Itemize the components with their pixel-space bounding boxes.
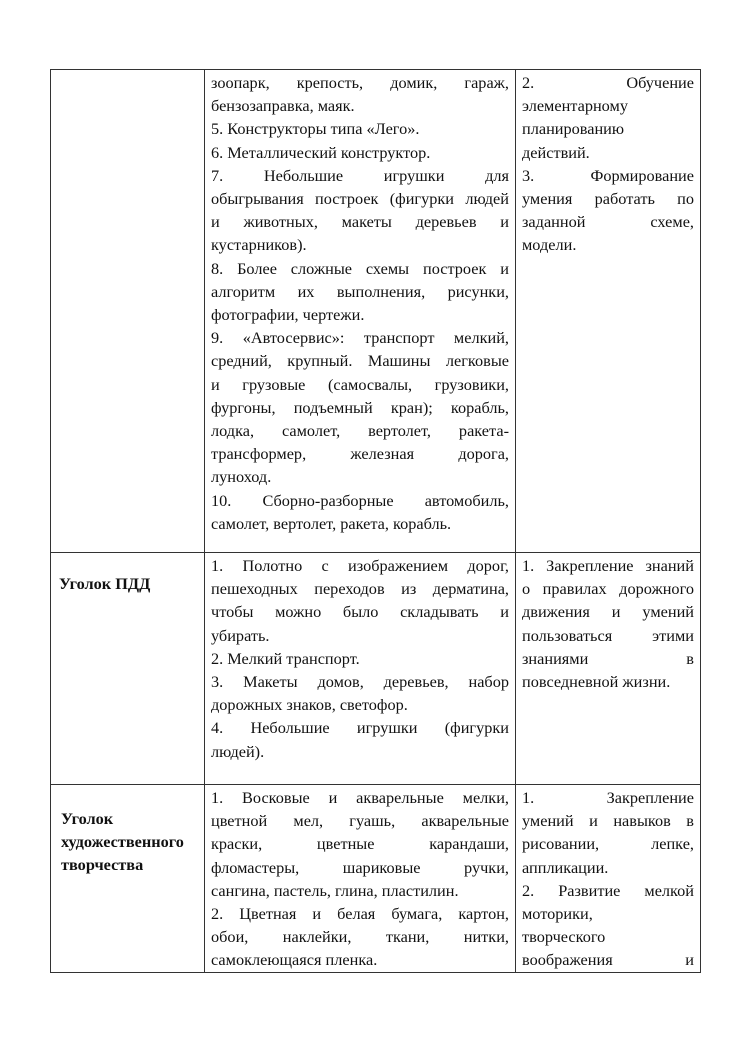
text-line: умений и навыков в bbox=[522, 811, 694, 831]
goals-cell bbox=[516, 70, 701, 553]
text-line: 9. «Автосервис»: транспорт мелкий, bbox=[211, 328, 509, 348]
text-line: краски, цветные карандаши, bbox=[211, 834, 509, 854]
text-line: трансформер, железная дорога, bbox=[211, 444, 509, 464]
text-line: элементарному bbox=[522, 96, 628, 116]
text-line: моторики, bbox=[522, 904, 593, 924]
materials-cell bbox=[205, 553, 516, 785]
text-line: фургоны, подъемный кран); корабль, bbox=[211, 397, 509, 417]
text-line: убирать. bbox=[211, 625, 270, 645]
materials-cell bbox=[205, 785, 516, 973]
text-line: чтобы можно было складывать и bbox=[211, 602, 509, 622]
text-line: и грузовые (самосвалы, грузовики, bbox=[211, 374, 509, 394]
text-line: и животных, макеты деревьев и bbox=[211, 212, 509, 232]
equipment-table bbox=[50, 69, 701, 973]
text-line: фотографии, чертежи. bbox=[211, 305, 365, 325]
table-row bbox=[51, 553, 701, 785]
text-line: обыгрывания построек (фигурки людей bbox=[211, 189, 509, 209]
text-line: умения работать по bbox=[522, 189, 694, 209]
table-row bbox=[51, 785, 701, 973]
text-line: 7. Небольшие игрушки для bbox=[211, 165, 509, 185]
text-line: рисовании, лепке, bbox=[522, 834, 694, 854]
text-line: о правилах дорожного bbox=[522, 579, 694, 599]
text-line: творчества bbox=[61, 855, 144, 875]
text-line: средний, крупный. Машины легковые bbox=[211, 351, 509, 371]
text-line: сангина, пастель, глина, пластилин. bbox=[211, 880, 459, 900]
table-row bbox=[51, 70, 701, 553]
text-line: аппликации. bbox=[522, 857, 609, 877]
text-line: воображения и bbox=[522, 950, 694, 970]
goals-cell bbox=[516, 785, 701, 973]
text-line: 8. Более сложные схемы построек и bbox=[211, 258, 509, 278]
text-line: 1. Закрепление знаний bbox=[522, 556, 694, 575]
text-line: 1. Закрепление bbox=[522, 788, 694, 807]
text-line: 6. Металлический конструктор. bbox=[211, 142, 431, 162]
text-line: 5. Конструкторы типа «Лего». bbox=[211, 119, 420, 139]
text-line: лодка, самолет, вертолет, ракета- bbox=[211, 421, 509, 441]
text-line: Уголок bbox=[61, 809, 114, 828]
text-line: кустарников). bbox=[211, 235, 307, 255]
text-line: движения и умений bbox=[522, 602, 694, 622]
text-line: 2. Мелкий транспорт. bbox=[211, 648, 360, 668]
materials-list bbox=[205, 553, 515, 763]
text-line: самоклеющаяся пленка. bbox=[211, 950, 378, 970]
zone-label-cell bbox=[51, 70, 205, 553]
text-line: действий. bbox=[522, 142, 590, 162]
text-line: бензозаправка, маяк. bbox=[211, 96, 355, 116]
text-line: 2. Развитие мелкой bbox=[522, 880, 694, 900]
goals-list bbox=[516, 70, 700, 257]
text-line: заданной схеме, bbox=[522, 212, 694, 232]
text-line: Уголок ПДД bbox=[59, 574, 151, 593]
text-line: пользоваться этими bbox=[522, 625, 694, 645]
goals-cell bbox=[516, 553, 701, 785]
text-line: 10. Сборно-разборные автомобиль, bbox=[211, 490, 509, 510]
zone-label bbox=[51, 572, 204, 595]
text-line: фломастеры, шариковые ручки, bbox=[211, 857, 509, 877]
zone-label-cell bbox=[51, 553, 205, 785]
text-line: зоопарк, крепость, домик, гараж, bbox=[211, 73, 509, 92]
text-line: дорожных знаков, светофор. bbox=[211, 695, 408, 715]
text-line: обои, наклейки, ткани, нитки, bbox=[211, 927, 509, 947]
text-line: 1. Восковые и акварельные мелки, bbox=[211, 788, 509, 807]
text-line: 2. Цветная и белая бумага, картон, bbox=[211, 904, 509, 924]
text-line: художественного bbox=[61, 832, 184, 852]
text-line: луноход. bbox=[211, 467, 272, 487]
text-line: творческого bbox=[522, 927, 606, 947]
text-line: знаниями в bbox=[522, 648, 694, 668]
materials-cell bbox=[205, 70, 516, 553]
text-line: планированию bbox=[522, 119, 625, 139]
goals-list bbox=[516, 785, 700, 972]
text-line: 1. Полотно с изображением дорог, bbox=[211, 556, 509, 575]
goals-list bbox=[516, 553, 700, 693]
text-line: самолет, вертолет, ракета, корабль. bbox=[211, 513, 452, 533]
text-line: цветной мел, гуашь, акварельные bbox=[211, 811, 509, 831]
zone-label bbox=[51, 807, 204, 877]
text-line: пешеходных переходов из дерматина, bbox=[211, 579, 509, 599]
text-line: алгоритм их выполнения, рисунки, bbox=[211, 281, 509, 301]
text-line: модели. bbox=[522, 235, 577, 255]
materials-list bbox=[205, 70, 515, 535]
text-line: 3. Макеты домов, деревьев, набор bbox=[211, 672, 509, 692]
text-line: 3. Формирование bbox=[522, 165, 694, 185]
text-line: повседневной жизни. bbox=[522, 672, 671, 692]
materials-list bbox=[205, 785, 515, 972]
text-line: людей). bbox=[211, 741, 265, 761]
text-line: 2. Обучение bbox=[522, 73, 694, 92]
zone-label-cell bbox=[51, 785, 205, 973]
text-line: 4. Небольшие игрушки (фигурки bbox=[211, 718, 509, 738]
